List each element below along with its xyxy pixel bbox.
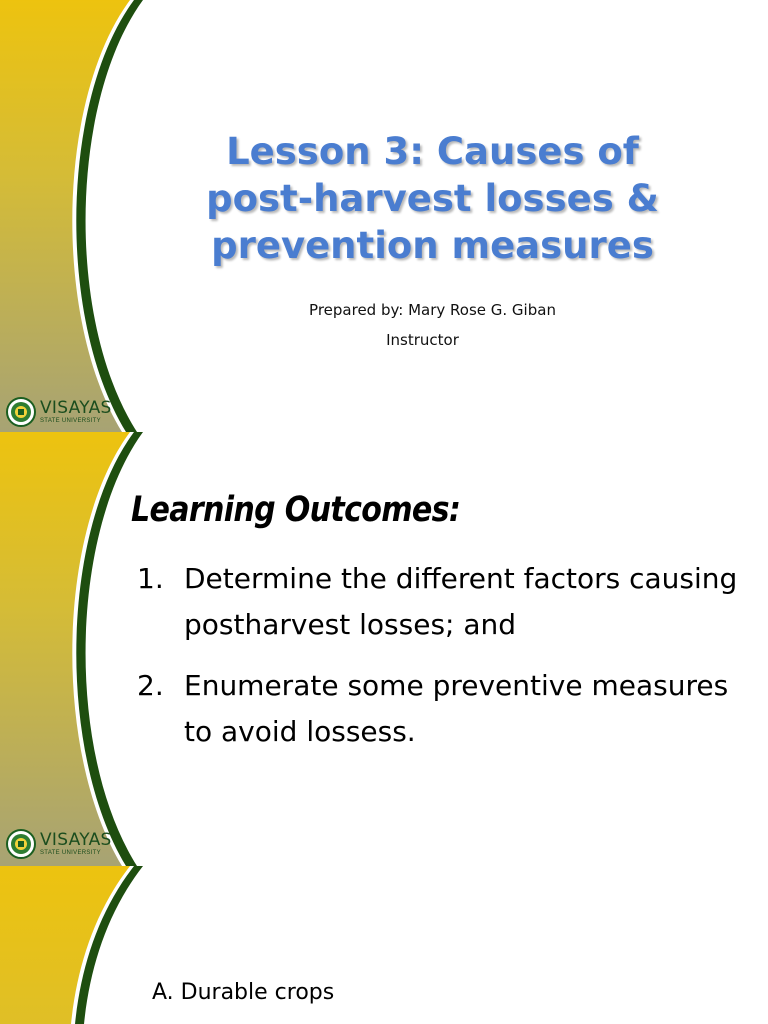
learning-outcomes-heading: Learning Outcomes: [131, 490, 461, 530]
university-seal-icon [6, 829, 36, 859]
logo-name: VISAYAS [40, 830, 112, 850]
lesson-title-line-2: post-harvest losses & [206, 177, 659, 220]
slide-2 [0, 432, 768, 866]
lesson-title-line-3: prevention measures [211, 224, 654, 267]
lesson-title [150, 128, 715, 269]
prepared-by: Prepared by: Mary Rose G. Giban [309, 301, 556, 319]
outcome-number: 2. [137, 669, 164, 702]
university-logo [6, 829, 112, 859]
decorative-side-band [0, 866, 160, 1024]
logo-subtitle: STATE UNIVERSITY [40, 850, 101, 856]
slide-1 [0, 0, 768, 432]
slide-3 [0, 866, 768, 1024]
outcomes-list [137, 556, 757, 770]
crop-category-item: A. Durable crops [152, 980, 335, 1005]
outcome-item [137, 556, 757, 648]
decorative-side-band [0, 0, 160, 432]
logo-name: VISAYAS [40, 398, 112, 418]
outcome-number: 1. [137, 562, 164, 595]
university-seal-icon [6, 397, 36, 427]
instructor-role: Instructor [386, 331, 459, 349]
lesson-title-line-1: Lesson 3: Causes of [226, 130, 639, 173]
logo-subtitle: STATE UNIVERSITY [40, 418, 101, 424]
outcome-item [137, 663, 757, 755]
university-logo [6, 397, 112, 427]
outcome-text: Enumerate some preventive measures to avoid lossess. [184, 669, 729, 748]
outcome-text: Determine the different factors causing postharvest losses; and [184, 562, 738, 641]
